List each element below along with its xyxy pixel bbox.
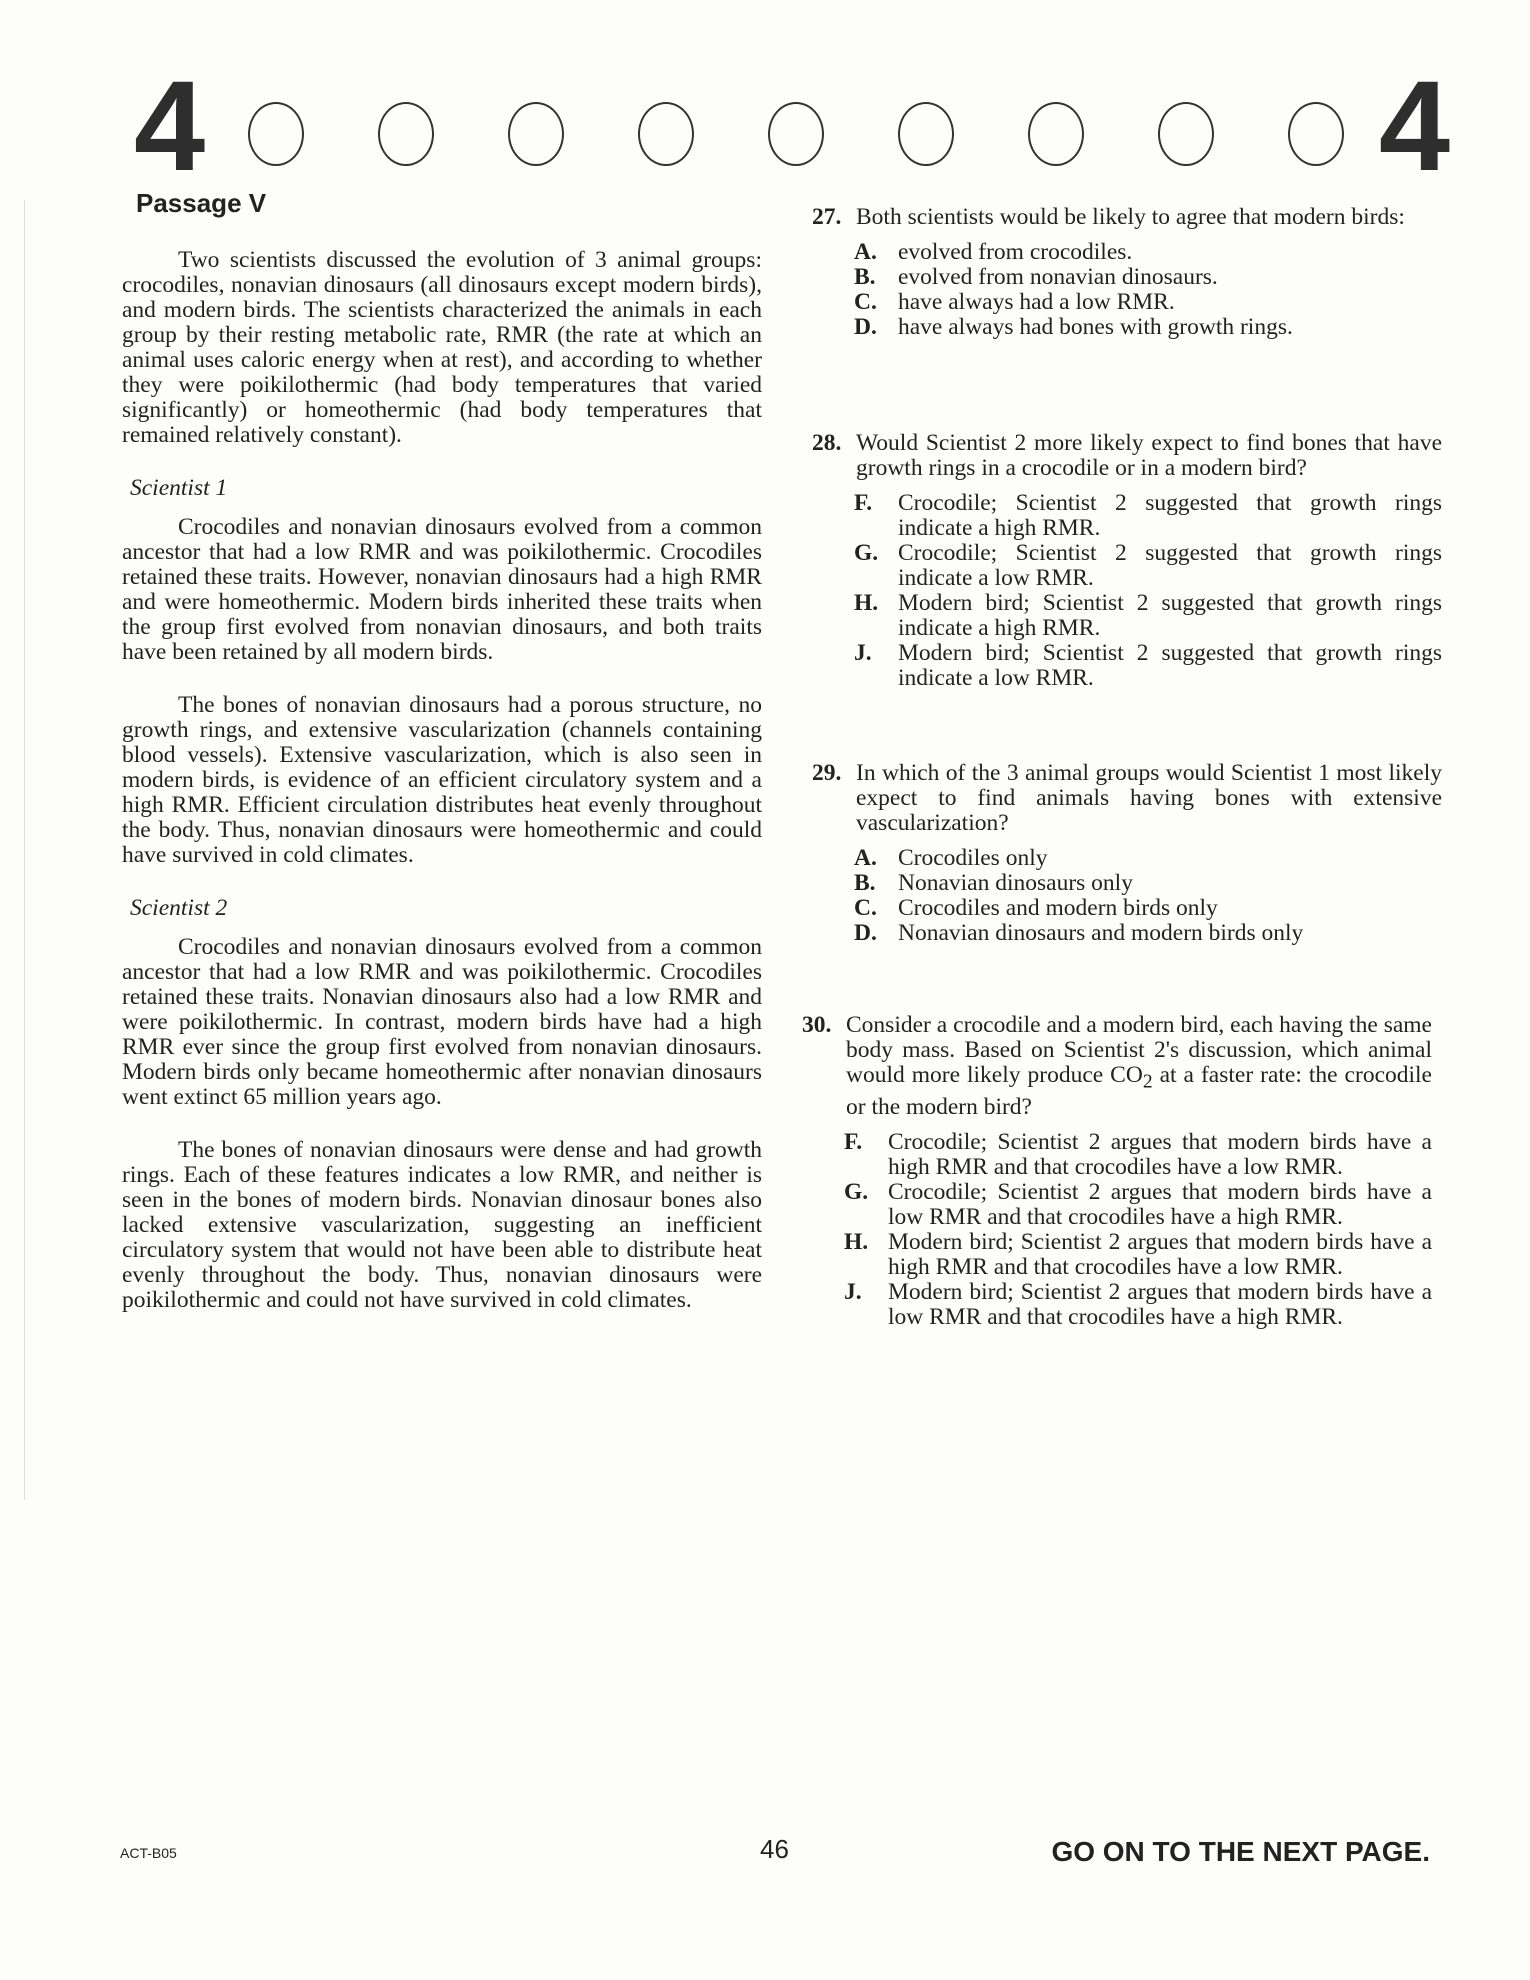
header-circle <box>248 102 304 166</box>
answer-option[interactable]: F. Crocodile; Scientist 2 suggested that growth rings indicate a high RMR. <box>854 490 1442 541</box>
question-27 <box>812 205 1442 340</box>
question-28 <box>812 431 1442 691</box>
passage-intro: Two scientists discussed the evolution of 3 animal groups: crocodiles, nonavian dinosaurs (all dinosaurs except modern birds), and modern birds. The scientists characterized the animals in each group by their resting metabolic rate, RMR (the rate at which an animal uses caloric energy when at rest), and according to whether they were poikilothermic (had body temperatures that varied significantly) or homeothermic (had body temperatures that remained relatively constant). <box>122 247 762 448</box>
scan-edge-line <box>24 200 25 1500</box>
section-header <box>120 55 1450 198</box>
answer-option[interactable]: H. Modern bird; Scientist 2 argues that modern birds have a high RMR and that crocodiles have a low RMR. <box>844 1228 1432 1280</box>
passage-column <box>122 190 762 1313</box>
question-stem: 30. Consider a crocodile and a modern bird, each having the same body mass. Based on Scientist 2's discussion, which animal would more likely produce $CO_2$ at a faster rate: the crocodile or the modern bird? <box>802 1012 1432 1120</box>
answer-option[interactable]: G. Crocodile; Scientist 2 suggested that growth rings indicate a low RMR. <box>854 540 1442 591</box>
scientist-2-paragraph-2: The bones of nonavian dinosaurs were dense and had growth rings. Each of these features indicates a low RMR, and neither is seen in the bones of modern birds. Nonavian dinosaur bones also lacked extensive vascularization, suggesting an inefficient circulatory system that would not have been able to distribute heat evenly throughout the body. Thus, nonavian dinosaurs were poikilothermic and could not have survived in cold climates. <box>122 1137 762 1313</box>
answer-option[interactable]: G. Crocodile; Scientist 2 argues that modern birds have a low RMR and that crocodiles have a high RMR. <box>844 1178 1432 1230</box>
answer-option[interactable]: F. Crocodile; Scientist 2 argues that modern birds have a high RMR and that crocodiles have a low RMR. <box>844 1128 1432 1180</box>
question-29 <box>812 761 1442 946</box>
question-number: 28. <box>812 430 842 456</box>
answer-option[interactable]: C. Crocodiles and modern birds only <box>854 895 1218 921</box>
header-circle <box>898 102 954 166</box>
answer-option[interactable]: J. Modern bird; Scientist 2 suggested that growth rings indicate a low RMR. <box>854 640 1442 691</box>
section-number-left: 4 <box>134 55 206 198</box>
answer-option[interactable]: A. Crocodiles only <box>854 845 1048 871</box>
scientist-1-paragraph-2: The bones of nonavian dinosaurs had a porous structure, no growth rings, and extensive vascularization (channels containing blood vessels). Extensive vascularization, which is also seen in modern birds, is evidence of an efficient circulatory system and a high RMR. Efficient circulation distributes heat evenly throughout the body. Thus, nonavian dinosaurs were homeothermic and could have survived in cold climates. <box>122 692 762 868</box>
scientist-2-heading: Scientist 2 <box>130 895 228 921</box>
header-circle <box>508 102 564 166</box>
answer-option[interactable]: C. have always had a low RMR. <box>854 289 1175 315</box>
question-number: 27. <box>812 204 842 230</box>
question-stem: 28. Would Scientist 2 more likely expect to find bones that have growth rings in a crocodile or in a modern bird? <box>812 430 1442 481</box>
passage-title: Passage V <box>136 188 267 218</box>
header-circle <box>378 102 434 166</box>
header-circle <box>638 102 694 166</box>
answer-option[interactable]: D. have always had bones with growth rings. <box>854 314 1293 340</box>
scientist-1-heading: Scientist 1 <box>130 475 228 501</box>
scientist-2-paragraph-1: Crocodiles and nonavian dinosaurs evolved from a common ancestor that had a low RMR and was poikilothermic. Crocodiles retained these traits. Nonavian dinosaurs also had a low RMR and were poikilothermic. In contrast, modern birds have had a high RMR ever since the group first evolved from nonavian dinosaurs. Modern birds only became homeothermic after nonavian dinosaurs went extinct 65 million years ago. <box>122 934 762 1110</box>
page-number: 46 <box>760 1834 789 1864</box>
header-circle <box>1158 102 1214 166</box>
header-circle <box>1288 102 1344 166</box>
header-circle <box>768 102 824 166</box>
question-30 <box>802 1013 1432 1330</box>
question-number: 29. <box>812 760 842 786</box>
answer-option[interactable]: J. Modern bird; Scientist 2 argues that modern birds have a low RMR and that crocodiles have a high RMR. <box>844 1278 1432 1330</box>
header-circle <box>1028 102 1084 166</box>
answer-option[interactable]: D. Nonavian dinosaurs and modern birds only <box>854 920 1304 946</box>
answer-option[interactable]: B. evolved from nonavian dinosaurs. <box>854 264 1218 290</box>
form-code: ACT-B05 <box>120 1845 177 1861</box>
question-number: 30. <box>802 1012 832 1038</box>
question-stem: 27. Both scientists would be likely to agree that modern birds: <box>812 204 1405 230</box>
section-number-right: 4 <box>1378 55 1450 198</box>
next-page-notice: GO ON TO THE NEXT PAGE. <box>1051 1836 1430 1867</box>
answer-option[interactable]: A. evolved from crocodiles. <box>854 239 1133 265</box>
answer-option[interactable]: H. Modern bird; Scientist 2 suggested that growth rings indicate a high RMR. <box>854 590 1442 641</box>
answer-option[interactable]: B. Nonavian dinosaurs only <box>854 870 1133 896</box>
scientist-1-paragraph-1: Crocodiles and nonavian dinosaurs evolved from a common ancestor that had a low RMR and was poikilothermic. Crocodiles retained these traits. However, nonavian dinosaurs had a high RMR and were homeothermic. Modern birds inherited these traits when the group first evolved from nonavian dinosaurs, and both traits have been retained by all modern birds. <box>122 514 762 665</box>
question-stem: 29. In which of the 3 animal groups would Scientist 1 most likely expect to find animals having bones with extensive vascularization? <box>812 760 1442 836</box>
